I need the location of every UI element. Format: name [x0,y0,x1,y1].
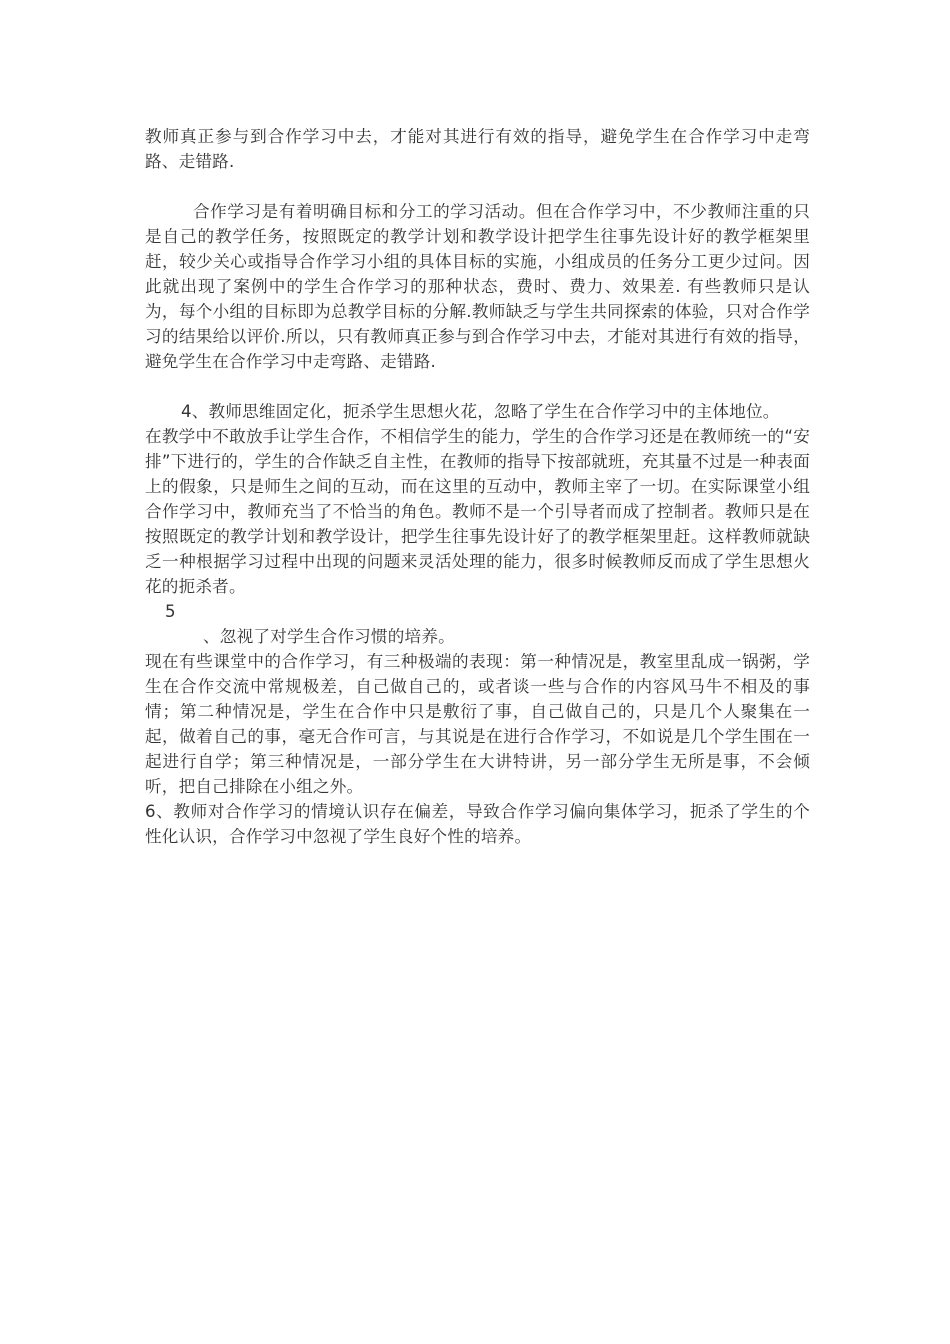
section-6-paragraph: 6、教师对合作学习的情境认识存在偏差，导致合作学习偏向集体学习，扼杀了学生的个性化认识，合作学习中忽视了学生良好个性的培养。 [145,802,810,846]
paragraph-2: 合作学习是有着明确目标和分工的学习活动。但在合作学习中，不少教师注重的只是自己的教学任务，按照既定的教学计划和教学设计把学生往事先设计好的教学框架里赶，较少关心或指导合作学习小组的具体目标的实施，小组成员的任务分工更少过问。因此就出现了案例中的学生合作学习的那种状态，费时、费力、效果差. 有些教师只是认为，每个小组的目标即为总教学目标的分解.教师缺乏与学生共同探索的体验，只对合作学习的结果给以评价.所以，只有教师真正参与到合作学习中去，才能对其进行有效的指导，避免学生在合作学习中走弯路、走错路. [145,202,810,371]
section-5-body: 现在有些课堂中的合作学习，有三种极端的表现：第一种情况是，教室里乱成一锅粥，学生在合作交流中常规极差，自己做自己的，或者谈一些与合作的内容风马牛不相及的事情；第二种情况是，学生在合作中只是敷衍了事，自己做自己的，只是几个人聚集在一起，做着自己的事，毫无合作可言，与其说是在进行合作学习，不如说是几个学生围在一起进行自学；第三种情况是，一部分学生在大讲特讲，另一部分学生无所是事，不会倾听，把自己排除在小组之外。 [145,652,810,796]
section-5-number: 5 [165,602,176,621]
document-page [145,124,810,849]
section-4-body: 在教学中不敢放手让学生合作，不相信学生的能力，学生的合作学习还是在教师统一的“安排”下进行的，学生的合作缺乏自主性，在教师的指导下按部就班，充其量不过是一种表面上的假象，只是师生之间的互动，而在这里的互动中，教师主宰了一切。在实际课堂小组合作学习中，教师充当了不恰当的角色。教师不是一个引导者而成了控制者。教师只是在按照既定的教学计划和教学设计，把学生往事先设计好了的教学框架里赶。这样教师就缺乏一种根据学习过程中出现的问题来灵活处理的能力，很多时候教师反而成了学生思想火花的扼杀者。 [145,427,810,596]
section-5-heading: 、忽视了对学生合作习惯的培养。 [203,627,455,646]
paragraph-1: 教师真正参与到合作学习中去，才能对其进行有效的指导，避免学生在合作学习中走弯路、走错路. [145,127,810,171]
section-4-heading: 4、教师思维固定化，扼杀学生思想火花，忽略了学生在合作学习中的主体地位。 [181,402,780,421]
